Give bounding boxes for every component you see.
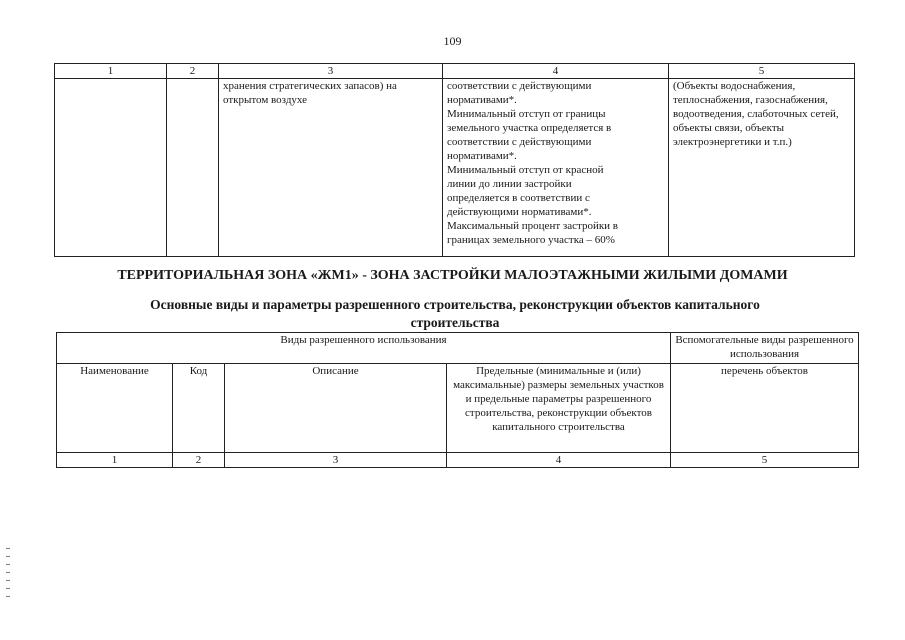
description-cell: хранения стратегических запасов) на открытом воздухе	[219, 79, 443, 257]
column-header-code: Код	[173, 364, 225, 453]
continued-table	[54, 63, 855, 257]
column-number: 5	[671, 453, 859, 468]
parameters-line: Минимальный отступ от красной	[447, 164, 604, 176]
parameters-line: нормативами*.	[447, 150, 517, 162]
column-header-parameters: Предельные (минимальные и (или) максимальные) размеры земельных участков и предельные параметры разрешенного строительства, реконструкции объектов капитального строительства	[447, 364, 671, 453]
column-header-description: Описание	[225, 364, 447, 453]
section-subtitle: Основные виды и параметры разрешенного строительства, реконструкции объектов капитального строительства	[150, 297, 760, 330]
column-number: 3	[219, 64, 443, 79]
table-row	[55, 79, 855, 257]
page-number: 109	[443, 34, 462, 48]
zone-table	[56, 332, 859, 468]
column-number: 3	[225, 453, 447, 468]
zone-title: ТЕРРИТОРИАЛЬНАЯ ЗОНА «ЖМ1» - ЗОНА ЗАСТРОЙКИ МАЛОЭТАЖНЫМИ ЖИЛЫМИ ДОМАМИ	[117, 268, 788, 283]
table-column-header-row	[57, 364, 859, 453]
scan-margin-marks	[6, 548, 10, 598]
parameters-line: Минимальный отступ от границы	[447, 108, 606, 120]
column-number: 4	[443, 64, 669, 79]
auxiliary-objects-cell: (Объекты водоснабжения, теплоснабжения, газоснабжения, водоотведения, слаботочных сетей, объекты связи, объекты электроэнергетики и т.п.)	[669, 79, 855, 257]
parameters-line: нормативами*.	[447, 94, 517, 106]
column-header-objects-list: перечень объектов	[671, 364, 859, 453]
column-header-name: Наименование	[57, 364, 173, 453]
table-group-header-row	[57, 333, 859, 364]
column-number: 2	[173, 453, 225, 468]
parameters-cell	[443, 79, 669, 257]
name-cell	[55, 79, 167, 257]
parameters-line: соответствии с действующими	[447, 136, 592, 148]
parameters-line: границах земельного участка – 60%	[447, 234, 615, 246]
parameters-line: действующими нормативами*.	[447, 206, 592, 218]
parameters-line: определяется в соответствии с	[447, 192, 590, 204]
column-number: 1	[55, 64, 167, 79]
table-number-row	[57, 453, 859, 468]
column-number: 4	[447, 453, 671, 468]
column-number: 2	[167, 64, 219, 79]
parameters-line: земельного участка определяется в	[447, 122, 612, 134]
permitted-use-group-header: Виды разрешенного использования	[57, 333, 671, 364]
column-number: 5	[669, 64, 855, 79]
column-number: 1	[57, 453, 173, 468]
parameters-line: линии до линии застройки	[447, 178, 572, 190]
table-header-row	[55, 64, 855, 79]
parameters-line: Максимальный процент застройки в	[447, 220, 618, 232]
auxiliary-use-header: Вспомогательные виды разрешенного использования	[671, 333, 859, 364]
code-cell	[167, 79, 219, 257]
parameters-line: соответствии с действующими	[447, 80, 592, 92]
